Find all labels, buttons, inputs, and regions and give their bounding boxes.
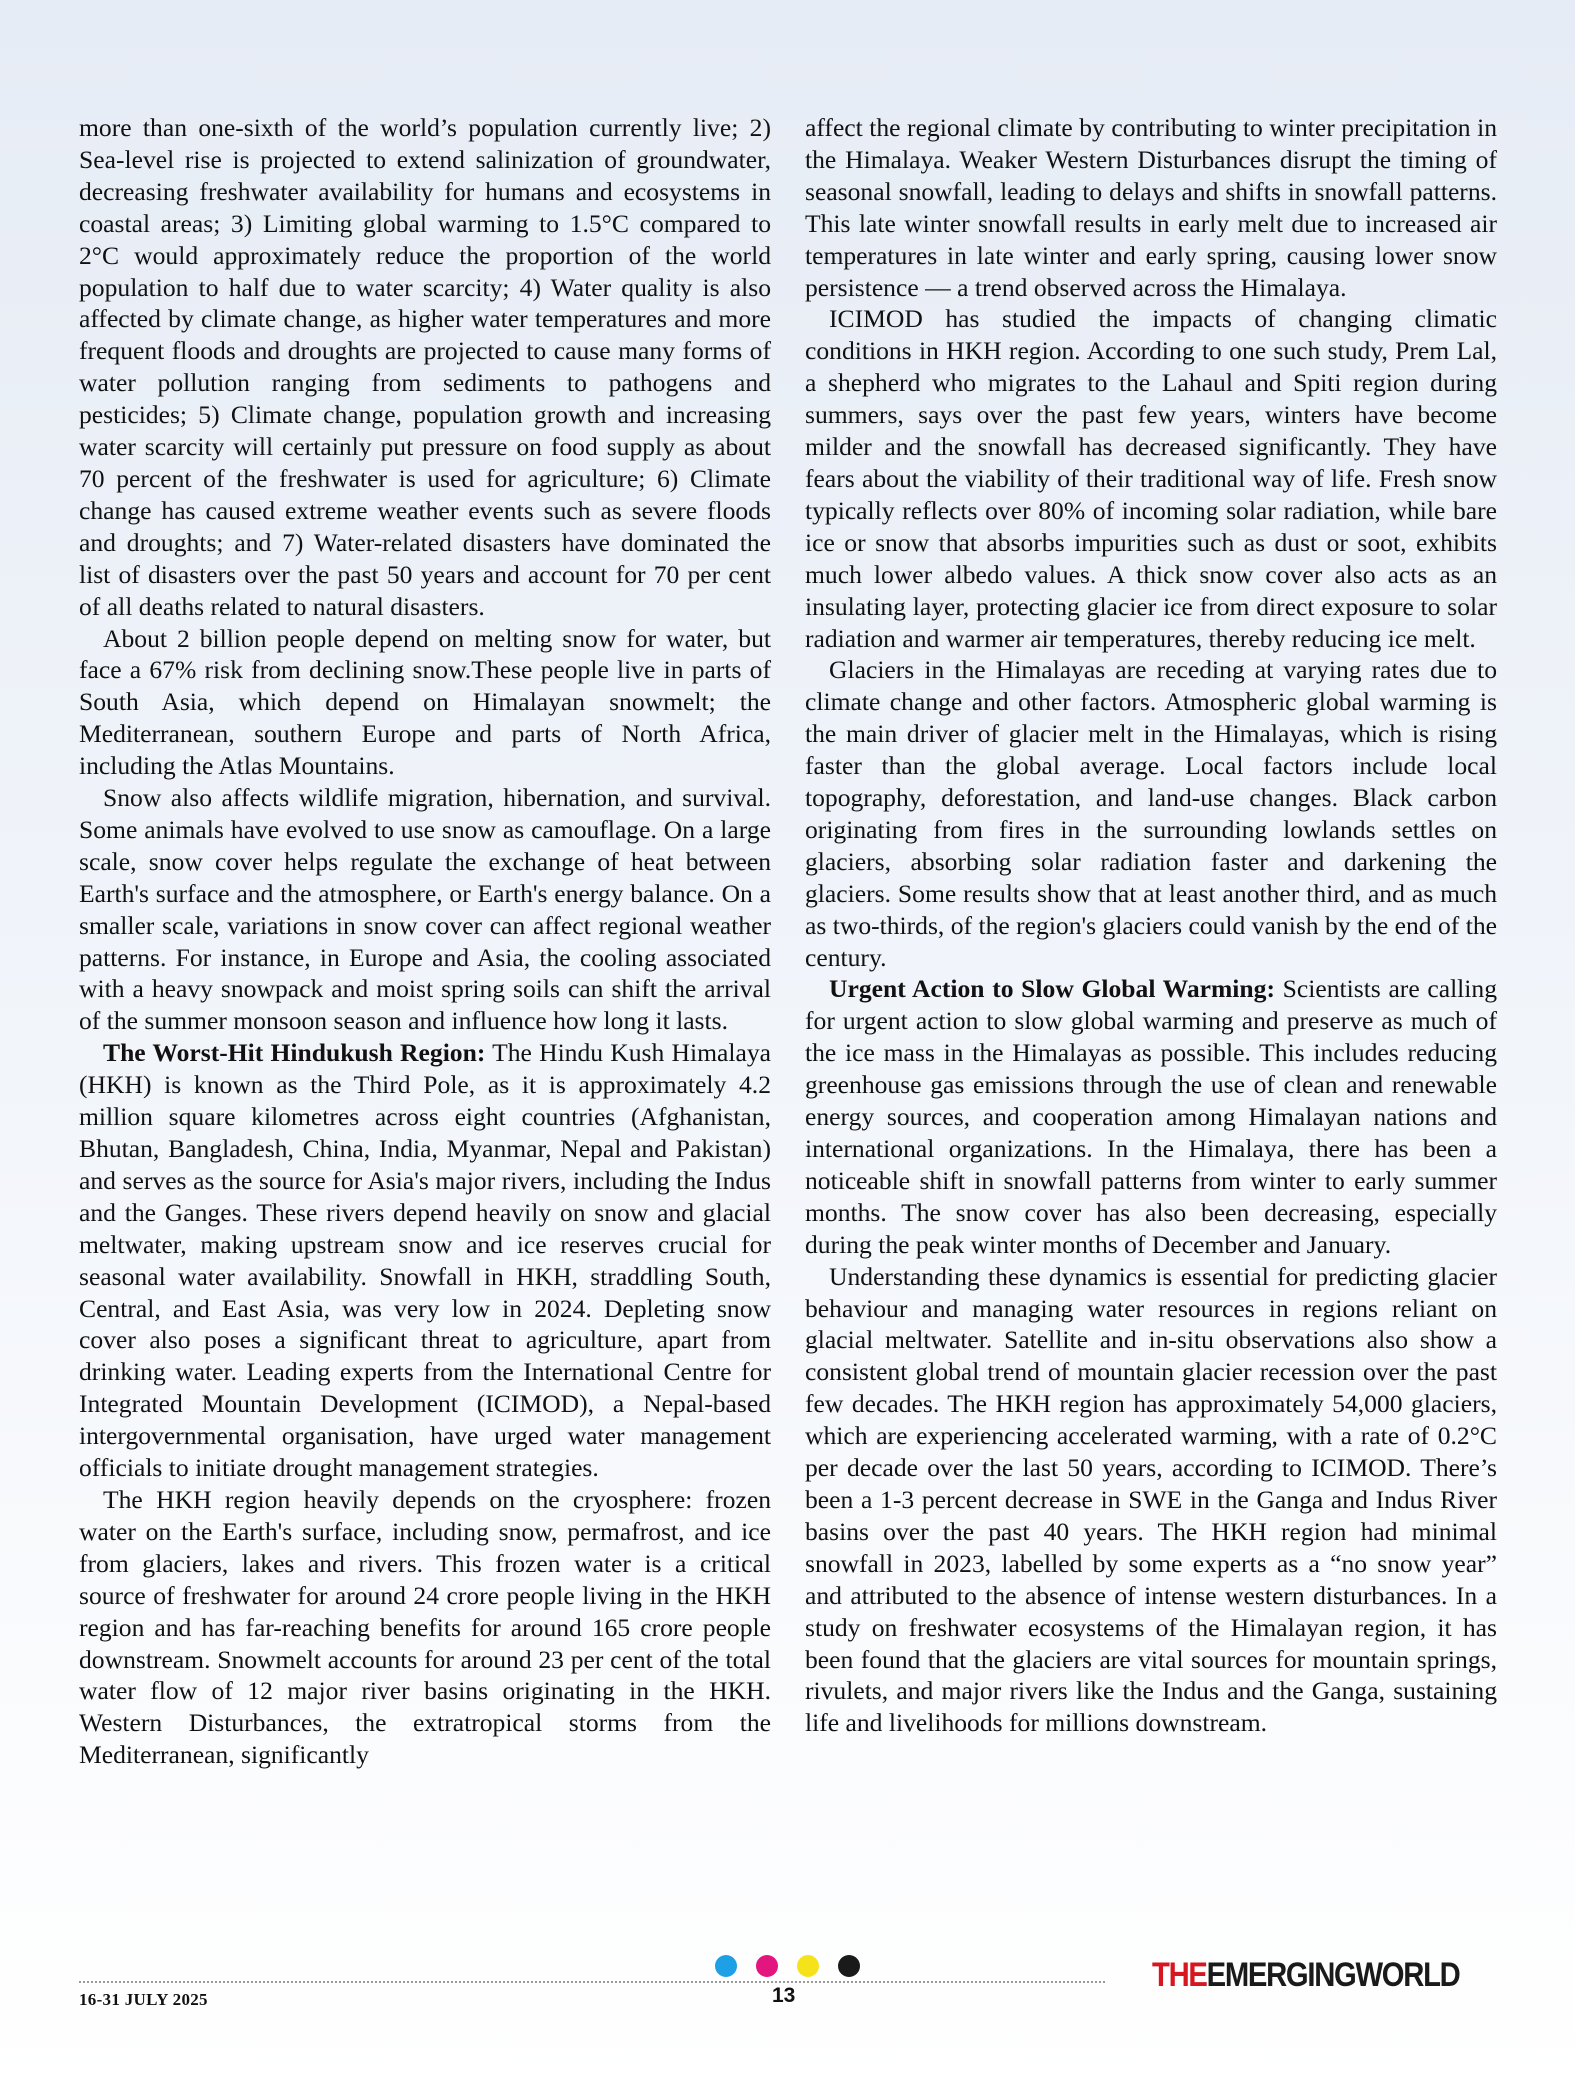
brand-logo-name: EMERGINGWORLD [1206,1956,1460,1994]
section-heading: Urgent Action to Slow Global Warming: [829,974,1275,1004]
paragraph-text: Scientists are calling for urgent action to slow global warming and preserve as much of the ice mass in the Himalayas as possible. This includes reducing greenhouse gas emissions through the use of clean and renewable energy sources, and cooperation among Himalayan nations and international organizations. In the Himalaya, there has been a noticeable shift in snowfall patterns from winter to early summer months. The snow cover has also been decreasing, especially during the peak winter months of December and January. [805,974,1498,1259]
issue-date: 16-31 JULY 2025 [79,1990,208,2009]
paragraph-text: The Hindu Kush Himalaya (HKH) is known as the Third Pole, as it is approximately 4.2 million square kilometres across eight countries (Afghanistan, Bhutan, Bangladesh, China, India, Myanmar, Nepal and Pakistan) and serves as the source for Asia's major rivers, including the Indus and the Ganges. These rivers depend heavily on snow and glacial meltwater, making upstream snow and ice reserves crucial for seasonal water availability. Snowfall in HKH, straddling South, Central, and East Asia, was very low in 2024. Depleting snow cover also poses a significant threat to agriculture, apart from drinking water. Leading experts from the International Centre for Integrated Mountain Development (ICIMOD), a Nepal-based intergovernmental organisation, have urged water management officials to initiate drought management strategies. [79,1038,771,1483]
left-column [79,112,771,1771]
paragraph: About 2 billion people depend on melting snow for water, but face a 67% risk from declining snow.These people live in parts of South Asia, which depend on Himalayan snowmelt; the Mediterranean, southern Europe and parts of North Africa, including the Atlas Mountains. [79,623,771,781]
paragraph: Snow also affects wildlife migration, hibernation, and survival. Some animals have evolved to use snow as camouflage. On a large scale, snow cover helps regulate the exchange of heat between Earth's surface and the atmosphere, or Earth's energy balance. On a smaller scale, variations in snow cover can affect regional weather patterns. For instance, in Europe and Asia, the cooling associated with a heavy snowpack and moist spring soils can shift the arrival of the summer monsoon season and influence how long it lasts. [79,783,771,1036]
footer-divider [79,1981,1105,1983]
page-number: 13 [772,1984,796,2007]
paragraph: Understanding these dynamics is essential for predicting glacier behaviour and managing water resources in regions reliant on glacial meltwater. Satellite and in-situ observations also show a consistent global trend of mountain glacier recession over the past few decades. The HKH region has approximately 54,000 glaciers, which are experiencing accelerated warming, with a rate of 0.2°C per decade over the last 50 years, according to ICIMOD. There’s been a 1-3 percent decrease in SWE in the Ganga and Indus River basins over the past 40 years. The HKH region had minimal snowfall in 2023, labelled by some experts as a “no snow year” and attributed to the absence of intense western disturbances. In a study on freshwater ecosystems of the Himalayan region, it has been found that the glaciers are vital sources for mountain springs, rivulets, and major rivers like the Indus and the Ganga, sustaining life and livelihoods for millions downstream. [805,1261,1497,1738]
cyan-dot-icon [715,1955,737,1977]
paragraph: more than one-sixth of the world’s population currently live; 2) Sea-level rise is projected to extend salinization of groundwater, decreasing freshwater availability for humans and ecosystems in coastal areas; 3) Limiting global warming to 1.5°C compared to 2°C would approximately reduce the proportion of the world population to half due to water scarcity; 4) Water quality is also affected by climate change, as higher water temperatures and more frequent floods and droughts are projected to cause many forms of water pollution ranging from sediments to pathogens and pesticides; 5) Climate change, population growth and increasing water scarcity will certainly put pressure on food supply as about 70 percent of the freshwater is used for agriculture; 6) Climate change has caused extreme weather events such as severe floods and droughts; and 7) Water-related disasters have dominated the list of disasters over the past 50 years and account for 70 per cent of all deaths related to natural disasters. [79,113,771,621]
paragraph [79,1037,771,1484]
paragraph: affect the regional climate by contributing to winter precipitation in the Himalaya. Weaker Western Disturbances disrupt the timing of seasonal snowfall, leading to delays and shifts in snowfall patterns. This late winter snowfall results in early melt due to increased air temperatures in late winter and early spring, causing lower snow persistence — a trend observed across the Himalaya. [805,113,1497,302]
paragraph: The HKH region heavily depends on the cryosphere: frozen water on the Earth's surface, including snow, permafrost, and ice from glaciers, lakes and rivers. This frozen water is a critical source of freshwater for around 24 crore people living in the HKH region and has far-reaching benefits for around 165 crore people downstream. Snowmelt accounts for around 23 per cent of the total water flow of 12 major river basins originating in the HKH. Western Disturbances, the extratropical storms from the Mediterranean, significantly [79,1484,771,1770]
right-column [805,112,1497,1739]
paragraph: Glaciers in the Himalayas are receding at varying rates due to climate change and other factors. Atmospheric global warming is the main driver of glacier melt in the Himalayas, which is rising faster than the global average. Local factors include local topography, deforestation, and land-use changes. Black carbon originating from fires in the surrounding lowlands settles on glaciers, absorbing solar radiation faster and darkening the glaciers. Some results show that at least another third, and as much as two-thirds, of the region's glaciers could vanish by the end of the century. [805,655,1497,972]
paragraph [805,973,1497,1260]
paragraph: ICIMOD has studied the impacts of changing climatic conditions in HKH region. According to one such study, Prem Lal, a shepherd who migrates to the Lahaul and Spiti region during summers, says over the past few years, winters have become milder and the snowfall has decreased significantly. They have fears about the viability of their traditional way of life. Fresh snow typically reflects over 80% of incoming solar radiation, while bare ice or snow that absorbs impurities such as dust or soot, exhibits much lower albedo values. A thick snow cover also acts as an insulating layer, protecting glacier ice from direct exposure to solar radiation and warmer air temperatures, thereby reducing ice melt. [805,304,1497,653]
yellow-dot-icon [797,1955,819,1977]
brand-logo-the: THE [1152,1956,1207,1994]
section-heading: The Worst-Hit Hindukush Region: [103,1038,486,1068]
registration-marks [715,1955,860,1977]
magenta-dot-icon [756,1955,778,1977]
brand-logo [1152,1956,1459,1995]
black-dot-icon [838,1955,860,1977]
